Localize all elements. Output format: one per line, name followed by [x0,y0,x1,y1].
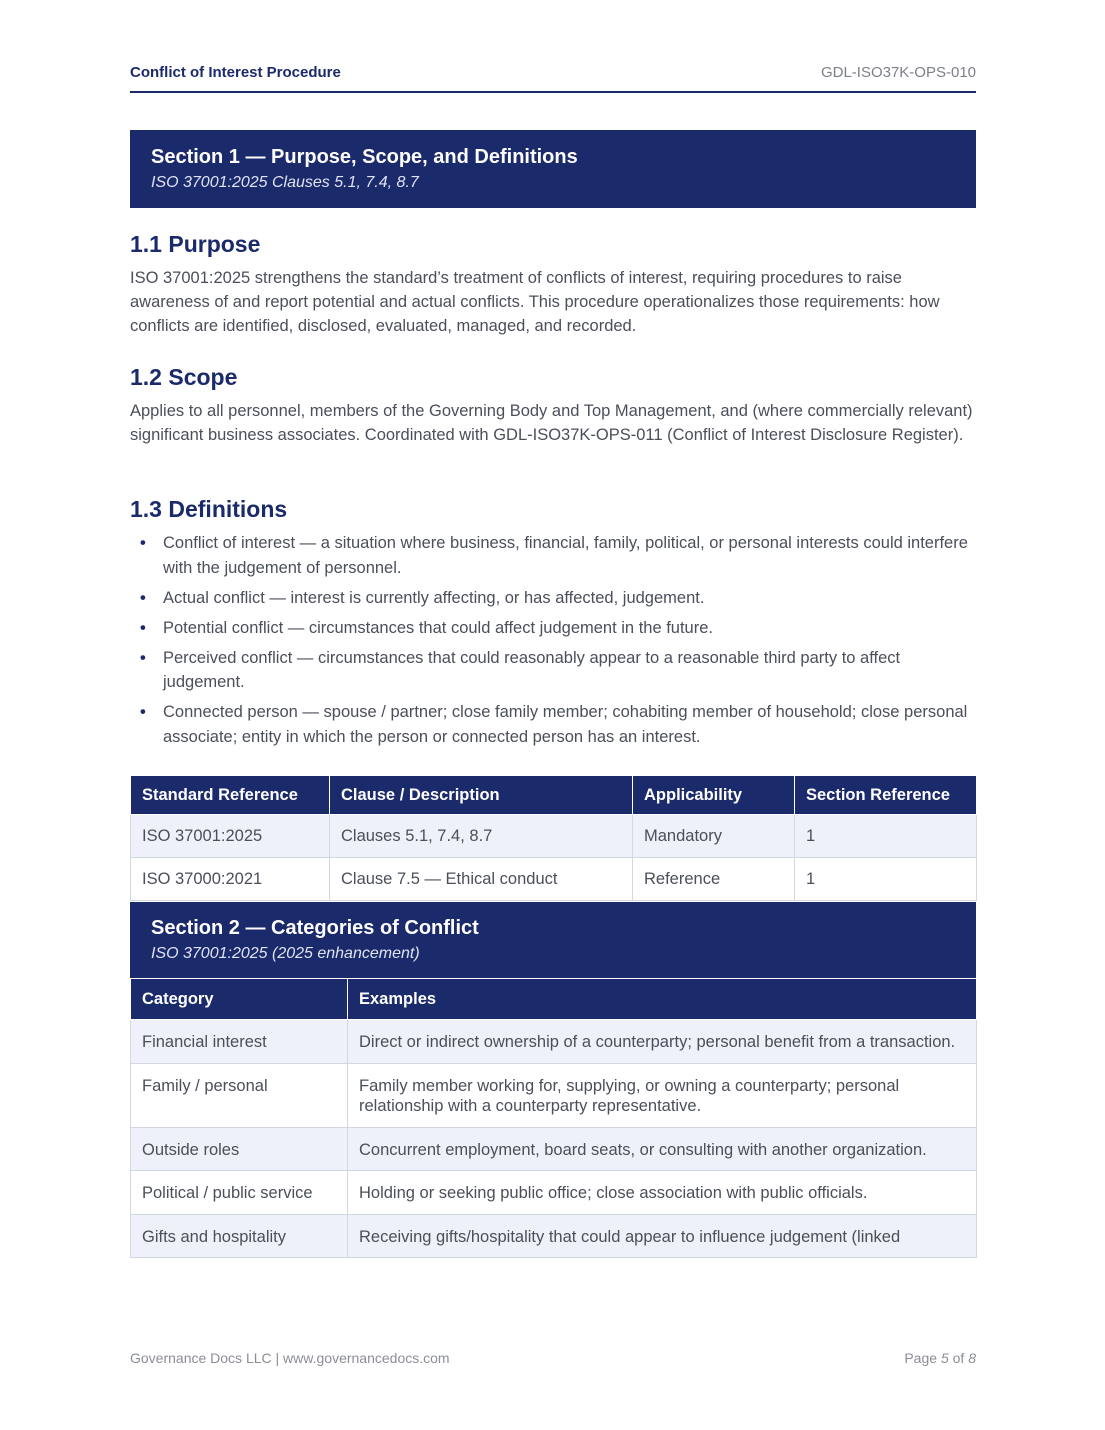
table-cell: Outside roles [131,1127,348,1171]
table-cell: Mandatory [633,815,795,858]
table-row [131,1063,977,1127]
table-row [131,858,977,901]
column-header: Clause / Description [330,776,633,815]
total-pages: 8 [968,1350,976,1366]
table-row [131,1214,977,1258]
definition-item: • Conflict of interest — a situation where business, financial, family, political, or personal interests could interfere with the judgement of personnel. [130,531,976,580]
scope-text: Applies to all personnel, members of the Governing Body and Top Management, and (where commercially relevant) significant business associates. Coordinated with GDL-ISO37K-OPS-011 (Conflict of Interest Disclosure Register). [130,402,973,444]
table-cell: Clause 7.5 — Ethical conduct [330,858,633,901]
document-title: Conflict of Interest Procedure [130,64,341,81]
column-header: Examples [348,979,977,1020]
bullet-icon: • [140,618,146,637]
table-row [131,1171,977,1215]
table-cell: 1 [795,815,977,858]
table-cell: Concurrent employment, board seats, or consulting with another organization. [348,1127,977,1171]
column-header: Category [131,979,348,1020]
section-2-title: Section 2 — Categories of Conflict [151,917,479,939]
table-cell: Political / public service [131,1171,348,1215]
column-header: Standard Reference [131,776,330,815]
purpose-text: ISO 37001:2025 strengthens the standard’s treatment of conflicts of interest, requiring procedures to raise awareness of and report potential and actual conflicts. This procedure operationalizes those requirements: how conflicts are identified, disclosed, evaluated, managed, and recorded. [130,269,940,335]
table-cell: Gifts and hospitality [131,1214,348,1258]
definitions-heading: 1.3 Definitions [130,496,288,522]
document-code: GDL-ISO37K-OPS-010 [820,64,976,81]
column-header: Section Reference [795,776,977,815]
table-row [131,1020,977,1064]
table-cell: Receiving gifts/hospitality that could appear to influence judgement (linked [348,1214,977,1258]
table-cell: Holding or seeking public office; close association with public officials. [348,1171,977,1215]
table-cell: Reference [633,858,795,901]
section-2-banner [130,902,976,978]
table-cell: Clauses 5.1, 7.4, 8.7 [330,815,633,858]
definition-item: • Connected person — spouse / partner; close family member; cohabiting member of household; close personal associate; entity in which the person or connected person has an interest. [130,700,976,749]
section-1-subtitle: ISO 37001:2025 Clauses 5.1, 7.4, 8.7 [151,174,419,191]
definition-item: • Actual conflict — interest is currently affecting, or has affected, judgement. [130,586,976,611]
table-cell: 1 [795,858,977,901]
table-header-row [131,776,977,815]
table-cell: ISO 37000:2021 [131,858,330,901]
column-header: Applicability [633,776,795,815]
table-header-row [131,979,977,1020]
table-row [131,1127,977,1171]
scope-heading: 1.2 Scope [130,364,238,390]
bullet-icon: • [140,588,146,607]
bullet-icon: • [140,534,146,552]
footer-page-number: Page 5 of 8 [904,1350,976,1366]
table-cell: Family / personal [131,1063,348,1127]
table-cell: Financial interest [131,1020,348,1064]
purpose-heading: 1.1 Purpose [130,231,261,257]
section-2-subtitle: ISO 37001:2025 (2025 enhancement) [151,945,420,962]
page-header [130,64,976,93]
definition-item: • Potential conflict — circumstances that could affect judgement in the future. [130,616,976,641]
table-cell: Family member working for, supplying, or owning a counterparty; personal relationship with a counterparty representative. [348,1063,977,1127]
section-1-title: Section 1 — Purpose, Scope, and Definitions [151,146,578,168]
table-cell: Direct or indirect ownership of a counterparty; personal benefit from a transaction. [348,1020,977,1064]
table-row [131,815,977,858]
conflict-categories-table [130,978,977,1258]
definition-item: • Perceived conflict — circumstances that could reasonably appear to a reasonable third party to affect judgement. [130,646,976,695]
section-1-banner [130,130,976,208]
table-cell: ISO 37001:2025 [131,815,330,858]
bullet-icon: • [140,703,146,721]
definitions-list [130,531,976,755]
footer-company: Governance Docs LLC | www.governancedocs.com [130,1350,450,1366]
bullet-icon: • [140,648,146,667]
standards-reference-table [130,775,977,901]
current-page: 5 [940,1350,949,1366]
